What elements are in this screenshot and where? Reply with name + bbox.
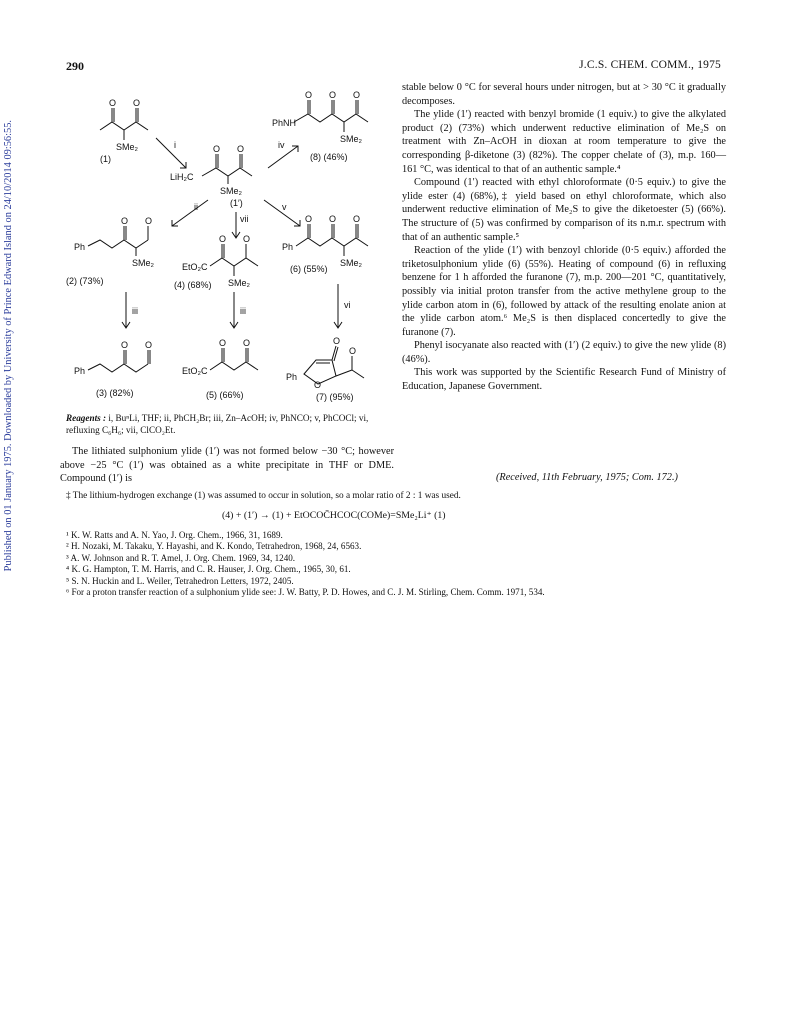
svg-text:O: O: [353, 214, 361, 224]
compound-7: [286, 336, 364, 402]
svg-text:O: O: [237, 144, 245, 154]
journal-header: J.C.S. CHEM. COMM., 1975: [579, 59, 721, 71]
svg-text:(7) (95%): (7) (95%): [316, 392, 354, 402]
svg-text:O: O: [314, 380, 322, 390]
reference-item: ² H. Nozaki, M. Takaku, Y. Hayashi, and K. Kondo, Tetrahedron, 1968, 24, 6563.: [66, 541, 362, 552]
svg-text:SMe₂: SMe₂: [132, 258, 154, 268]
received-date: (Received, 11th February, 1975; Com. 172.): [496, 472, 678, 483]
svg-text:O: O: [333, 336, 341, 346]
publication-notice: Published on 01 January 1975. Downloaded by University of Prince Edward Island on 24/10/2014 09:56:55.: [3, 120, 14, 572]
reagents-legend: [66, 412, 388, 436]
svg-text:v: v: [282, 202, 287, 212]
svg-text:O: O: [243, 338, 251, 348]
svg-text:EtO₂C: EtO₂C: [182, 366, 208, 376]
svg-text:LiH₂C: LiH₂C: [170, 172, 194, 182]
svg-text:O: O: [219, 338, 227, 348]
svg-text:(1′): (1′): [230, 198, 243, 208]
svg-text:iii: iii: [240, 306, 246, 316]
svg-text:SMe₂: SMe₂: [340, 134, 362, 144]
footnote: ‡ The lithium-hydrogen exchange (1) was assumed to occur in solution, so a molar ratio of 2 : 1 was used.: [66, 491, 461, 501]
svg-text:O: O: [109, 98, 117, 108]
svg-text:O: O: [353, 90, 361, 100]
svg-text:O: O: [243, 234, 251, 244]
right-column: [402, 81, 726, 394]
svg-text:(6) (55%): (6) (55%): [290, 264, 328, 274]
svg-text:SMe₂: SMe₂: [228, 278, 250, 288]
download-watermark: [0, 0, 22, 1033]
compound-5: [182, 338, 258, 400]
references: [66, 530, 728, 598]
reaction-scheme: [60, 76, 400, 412]
compound-1-prime: [170, 144, 252, 208]
svg-text:O: O: [121, 340, 129, 350]
paragraph-phenyl-isocyanate: Phenyl isocyanate also reacted with (1′) (2 equiv.) to give the new ylide (8) (46%).: [402, 340, 726, 365]
equation-1: (4) + (1′) → (1) + EtOCOC̄HCOC(COMe)=SMe₂Li⁺ (1): [222, 510, 446, 521]
svg-text:O: O: [305, 90, 313, 100]
svg-text:O: O: [213, 144, 221, 154]
svg-text:vii: vii: [240, 214, 249, 224]
paragraph-acknowledgement: This work was supported by the Scientific Research Fund of Ministry of Education, Japanese Government.: [402, 367, 726, 393]
paragraph-ethyl-chloroformate: Compound (1′) reacted with ethyl chloroformate (0·5 equiv.) to give the ylide ester (4) (68%),‡ yield based on ethyl chloroformate, which also underwent reductive elimination of Me₂S to give the diketoester (5) (66%). The structure of (5) was confirmed by comparison of its n.m.r. spectrum with that of an authentic sample.⁵: [402, 177, 726, 243]
svg-text:i: i: [174, 140, 176, 150]
svg-text:O: O: [219, 234, 227, 244]
reagents-text: i, BuⁿLi, THF; ii, PhCH₂Br; iii, Zn–AcOH; iv, PhNCO; v, PhCOCl; vi, refluxing C₆H₆; vii, ClCO₂Et.: [66, 413, 369, 435]
compound-3: [74, 340, 152, 398]
paragraph-benzoyl-chloride: Reaction of the ylide (1′) with benzoyl chloride (0·5 equiv.) afforded the triketosulphonium ylide (6) (55%). Heating of compound (6) in refluxing benzene for 1 h afforded the furanone (7), m.p. 200—201 °C, quantitatively, possibly via initial proton transfer from the active methylene group to the ylide carbon atom in (6), followed by attack of the resulting enolate anion at the ylide carbon atom.⁶ Me₂S is then displaced concertedly to give the furanone (7).: [402, 245, 726, 338]
svg-text:O: O: [145, 216, 153, 226]
paragraph-benzyl-bromide: The ylide (1′) reacted with benzyl bromide (1 equiv.) to give the alkylated product (2) (73%) which underwent reductive elimination of Me₂S on treatment with Zn–AcOH in dioxan at room temperature to give the corresponding β-diketone (3) (82%). The copper chelate of (3), m.p. 160—161 °C, was identical to that of an authentic sample.⁴: [402, 109, 726, 175]
paragraph-lithiated-ylide: The lithiated sulphonium ylide (1′) was not formed below −30 °C; however above −25 °C (1′) was obtained as a white precipitate in THF or DME. Compound (1′) is: [60, 446, 394, 485]
compound-1: [100, 98, 148, 164]
svg-text:Ph: Ph: [282, 242, 294, 252]
compound-8: [272, 90, 368, 162]
svg-text:(8) (46%): (8) (46%): [310, 152, 348, 162]
svg-text:O: O: [133, 98, 141, 108]
reference-item: ⁵ S. N. Huckin and L. Weiler, Tetrahedron Letters, 1972, 2405.: [66, 575, 294, 586]
svg-text:O: O: [145, 340, 153, 350]
svg-text:O: O: [329, 214, 337, 224]
svg-text:ii: ii: [194, 202, 198, 212]
svg-text:(2) (73%): (2) (73%): [66, 276, 104, 286]
svg-text:Ph: Ph: [74, 242, 86, 252]
svg-text:SMe₂: SMe₂: [220, 186, 242, 196]
compound-6: [282, 214, 368, 274]
compound-4: [174, 234, 258, 290]
svg-text:(5) (66%): (5) (66%): [206, 390, 244, 400]
reference-item: ¹ K. W. Ratts and A. N. Yao, J. Org. Chem., 1966, 31, 1689.: [66, 530, 283, 540]
svg-text:O: O: [305, 214, 313, 224]
svg-text:(1): (1): [100, 154, 111, 164]
svg-text:SMe₂: SMe₂: [116, 142, 138, 152]
svg-text:EtO₂C: EtO₂C: [182, 262, 208, 272]
reagents-label: Reagents :: [66, 413, 107, 423]
svg-text:PhNH: PhNH: [272, 118, 297, 128]
svg-text:O: O: [349, 346, 357, 356]
paragraph-stability: stable below 0 °C for several hours under nitrogen, but at > 30 °C it gradually decomposes.: [402, 82, 726, 107]
svg-text:SMe₂: SMe₂: [340, 258, 362, 268]
svg-text:Ph: Ph: [74, 366, 86, 376]
page-number: 290: [66, 59, 84, 73]
svg-text:vi: vi: [344, 300, 351, 310]
svg-text:iii: iii: [132, 306, 138, 316]
reference-item: ⁶ For a proton transfer reaction of a sulphonium ylide see: J. W. Batty, P. D. Howes, and C. J. M. Stirling, Chem. Comm. 1971, 534.: [66, 587, 545, 598]
svg-text:O: O: [121, 216, 129, 226]
svg-text:(3) (82%): (3) (82%): [96, 388, 134, 398]
svg-text:Ph: Ph: [286, 372, 298, 382]
svg-text:O: O: [329, 90, 337, 100]
reference-item: ³ A. W. Johnson and R. T. Amel, J. Org. Chem. 1969, 34, 1240.: [66, 552, 296, 563]
svg-text:iv: iv: [278, 140, 285, 150]
compound-2: [66, 216, 155, 286]
reference-item: ⁴ K. G. Hampton, T. M. Harris, and C. R. Hauser, J. Org. Chem., 1965, 30, 61.: [66, 564, 351, 575]
svg-text:(4) (68%): (4) (68%): [174, 280, 212, 290]
left-column: [60, 445, 394, 486]
